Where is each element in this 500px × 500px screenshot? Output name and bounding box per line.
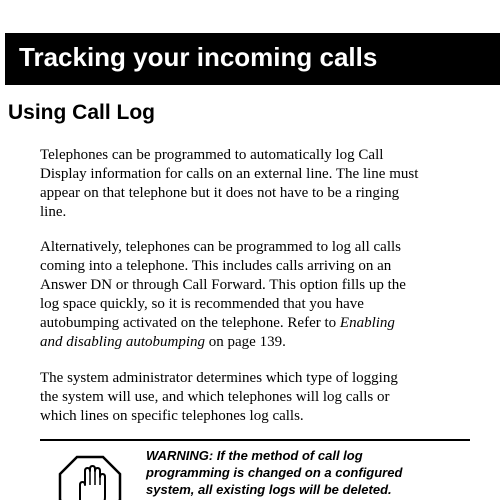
- cross-reference-link[interactable]: Enabling: [339, 315, 395, 331]
- cross-reference-link[interactable]: and disabling autobumping: [40, 334, 206, 350]
- warning-text: [146, 447, 402, 498]
- paragraph-text: on page 139.: [205, 334, 286, 350]
- paragraph-line: [40, 333, 500, 352]
- stop-hand-icon: [58, 455, 122, 500]
- warning-box: [40, 439, 470, 500]
- paragraph-1: [40, 146, 500, 222]
- paragraph-line: Answer DN or through Call Forward. This option fills up the: [40, 277, 406, 293]
- paragraph-line: [40, 314, 500, 333]
- warning-line: programming is changed on a configured: [146, 465, 403, 480]
- paragraph-line: Telephones can be programmed to automatically log Call: [40, 147, 384, 163]
- title-bar: [5, 33, 500, 85]
- paragraph-line: which lines on specific telephones log calls.: [40, 408, 304, 424]
- paragraph-line: Alternatively, telephones can be programmed to log all calls: [40, 239, 401, 255]
- paragraph-line: appear on that telephone but it does not have to be a ringing: [40, 185, 400, 201]
- paragraph-2: [40, 238, 500, 352]
- warning-line: system, all existing logs will be deleted.: [146, 482, 392, 497]
- page-title: Tracking your incoming calls: [19, 42, 378, 72]
- paragraph-line: log space quickly, so it is recommended that you have: [40, 296, 364, 312]
- paragraph-line: coming into a telephone. This includes calls arriving on an: [40, 258, 392, 274]
- paragraph-3: [40, 369, 500, 426]
- paragraph-line: the system will use, and which telephones will log calls or: [40, 389, 390, 405]
- paragraph-line: Display information for calls on an external line. The line must: [40, 166, 419, 182]
- paragraph-line: line.: [40, 204, 67, 220]
- section-heading: Using Call Log: [8, 101, 155, 124]
- paragraph-text: autobumping activated on the telephone. Refer to: [40, 315, 340, 331]
- paragraph-line: The system administrator determines which type of logging: [40, 370, 398, 386]
- warning-line: WARNING: If the method of call log: [146, 448, 363, 463]
